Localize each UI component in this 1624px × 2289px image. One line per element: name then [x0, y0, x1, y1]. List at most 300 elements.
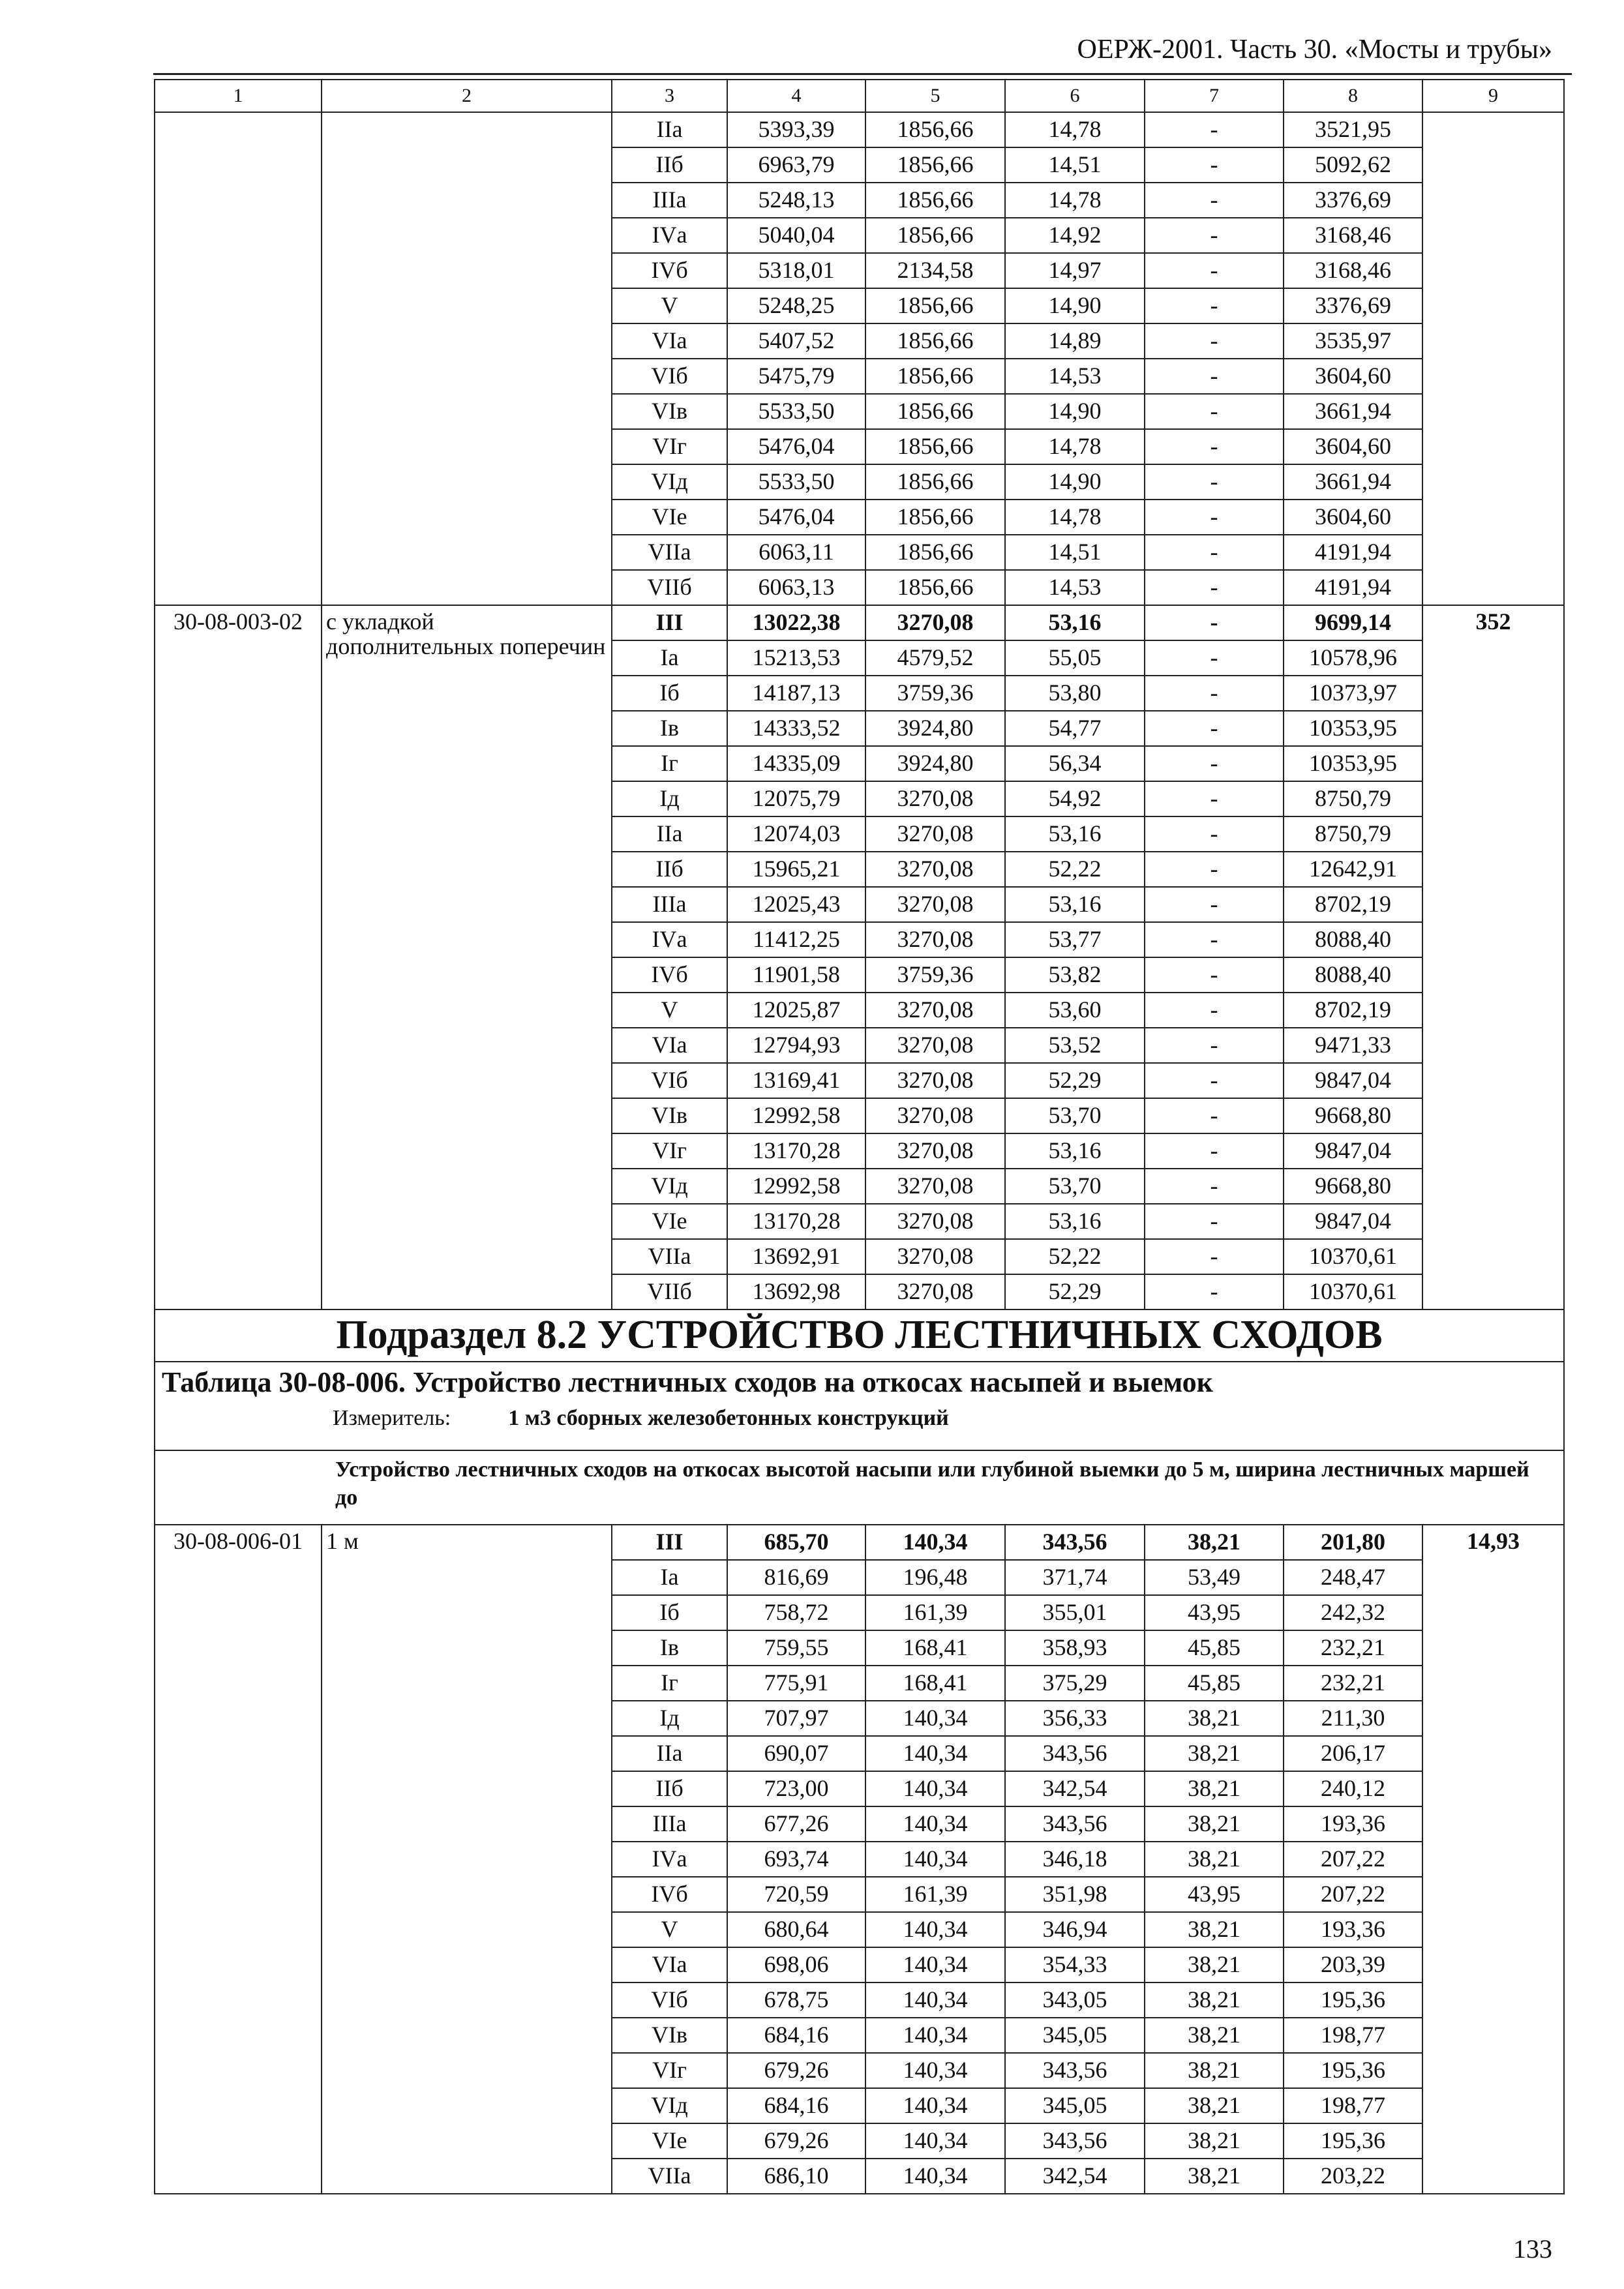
- value-cell: 240,12: [1284, 1771, 1422, 1806]
- value-cell: 38,21: [1145, 2123, 1284, 2159]
- value-cell: 207,22: [1284, 1842, 1422, 1877]
- value-cell: 3270,08: [865, 1169, 1005, 1204]
- value-cell: 13170,28: [727, 1204, 865, 1239]
- value-cell: 53,70: [1005, 1169, 1145, 1204]
- region-zone-cell: Iв: [612, 711, 727, 746]
- value-cell: 5475,79: [727, 359, 865, 394]
- measure-line: [162, 1407, 1557, 1430]
- value-cell: 14,78: [1005, 112, 1145, 147]
- value-cell: -: [1145, 1028, 1284, 1063]
- value-cell: 12025,43: [727, 887, 865, 922]
- value-cell: 5393,39: [727, 112, 865, 147]
- value-cell: 38,21: [1145, 2018, 1284, 2053]
- value-cell: -: [1145, 464, 1284, 500]
- region-zone-cell: VIб: [612, 359, 727, 394]
- table-row: [155, 1525, 1564, 1560]
- value-cell: 140,34: [865, 1912, 1005, 1947]
- region-zone-cell: IIа: [612, 816, 727, 852]
- value-cell: 140,34: [865, 1736, 1005, 1771]
- value-cell: 3270,08: [865, 852, 1005, 887]
- value-cell: 12642,91: [1284, 852, 1422, 887]
- value-cell: 14,51: [1005, 535, 1145, 570]
- value-cell: 12025,87: [727, 993, 865, 1028]
- value-cell: -: [1145, 147, 1284, 183]
- region-zone-cell: IIб: [612, 147, 727, 183]
- value-cell: 38,21: [1145, 2159, 1284, 2194]
- table-title: Таблица 30-08-006. Устройство лестничных сходов на откосах насыпей и выемок: [162, 1366, 1213, 1398]
- region-zone-cell: IVа: [612, 922, 727, 957]
- value-cell: 3604,60: [1284, 500, 1422, 535]
- table-title-row: [155, 1362, 1564, 1450]
- value-cell: -: [1145, 746, 1284, 781]
- value-cell: 9668,80: [1284, 1098, 1422, 1133]
- value-cell: 12794,93: [727, 1028, 865, 1063]
- value-cell: 38,21: [1145, 1912, 1284, 1947]
- value-cell: 4191,94: [1284, 570, 1422, 605]
- value-cell: 53,16: [1005, 1204, 1145, 1239]
- norm-description: с укладкой дополнительных поперечин: [322, 605, 612, 1309]
- region-zone-cell: IVб: [612, 957, 727, 993]
- region-zone-cell: V: [612, 1912, 727, 1947]
- subsection-title: Подраздел 8.2 УСТРОЙСТВО ЛЕСТНИЧНЫХ СХОДОВ: [155, 1309, 1564, 1362]
- value-cell: 53,60: [1005, 993, 1145, 1028]
- region-zone-cell: Iб: [612, 676, 727, 711]
- value-cell: 140,34: [865, 1982, 1005, 2018]
- value-cell: 1856,66: [865, 464, 1005, 500]
- value-cell: 6963,79: [727, 147, 865, 183]
- region-zone-cell: V: [612, 993, 727, 1028]
- value-cell: 195,36: [1284, 2123, 1422, 2159]
- value-cell: 14187,13: [727, 676, 865, 711]
- value-cell: -: [1145, 183, 1284, 218]
- region-zone-cell: III: [612, 1525, 727, 1560]
- value-cell: 677,26: [727, 1806, 865, 1842]
- region-zone-cell: VIе: [612, 2123, 727, 2159]
- value-cell: 690,07: [727, 1736, 865, 1771]
- value-cell: 14333,52: [727, 711, 865, 746]
- column-number: 3: [612, 80, 727, 112]
- value-cell: 679,26: [727, 2053, 865, 2088]
- region-zone-cell: IIIа: [612, 887, 727, 922]
- value-cell: 9668,80: [1284, 1169, 1422, 1204]
- value-cell: 53,49: [1145, 1560, 1284, 1595]
- value-cell: 3521,95: [1284, 112, 1422, 147]
- region-zone-cell: IVб: [612, 253, 727, 288]
- value-cell: 161,39: [865, 1595, 1005, 1630]
- value-cell: 351,98: [1005, 1877, 1145, 1912]
- value-cell: 707,97: [727, 1701, 865, 1736]
- region-zone-cell: VIв: [612, 2018, 727, 2053]
- value-cell: 3270,08: [865, 781, 1005, 816]
- material-quantity-cell: [1422, 112, 1564, 605]
- norm-code: [155, 112, 322, 605]
- region-zone-cell: VIа: [612, 1947, 727, 1982]
- value-cell: 3270,08: [865, 1204, 1005, 1239]
- value-cell: 38,21: [1145, 1701, 1284, 1736]
- region-zone-cell: VIа: [612, 323, 727, 359]
- value-cell: 1856,66: [865, 500, 1005, 535]
- value-cell: 358,93: [1005, 1630, 1145, 1666]
- value-cell: 38,21: [1145, 1525, 1284, 1560]
- value-cell: -: [1145, 993, 1284, 1028]
- value-cell: 8702,19: [1284, 887, 1422, 922]
- value-cell: 45,85: [1145, 1666, 1284, 1701]
- value-cell: 343,56: [1005, 1806, 1145, 1842]
- value-cell: 38,21: [1145, 1806, 1284, 1842]
- value-cell: 45,85: [1145, 1630, 1284, 1666]
- value-cell: 5040,04: [727, 218, 865, 253]
- value-cell: 355,01: [1005, 1595, 1145, 1630]
- value-cell: 13692,98: [727, 1274, 865, 1309]
- value-cell: 14,53: [1005, 359, 1145, 394]
- value-cell: 52,22: [1005, 1239, 1145, 1274]
- value-cell: 5318,01: [727, 253, 865, 288]
- value-cell: -: [1145, 1098, 1284, 1133]
- value-cell: 15213,53: [727, 640, 865, 676]
- work-title-row: [155, 1450, 1564, 1525]
- value-cell: 14335,09: [727, 746, 865, 781]
- value-cell: 52,22: [1005, 852, 1145, 887]
- value-cell: 678,75: [727, 1982, 865, 2018]
- subsection-row: [155, 1309, 1564, 1362]
- value-cell: 53,16: [1005, 605, 1145, 640]
- table-title-cell: [155, 1362, 1564, 1450]
- value-cell: 13170,28: [727, 1133, 865, 1169]
- value-cell: -: [1145, 394, 1284, 429]
- value-cell: 9847,04: [1284, 1133, 1422, 1169]
- value-cell: 1856,66: [865, 394, 1005, 429]
- value-cell: 4579,52: [865, 640, 1005, 676]
- value-cell: 3661,94: [1284, 464, 1422, 500]
- value-cell: 3535,97: [1284, 323, 1422, 359]
- value-cell: 53,52: [1005, 1028, 1145, 1063]
- value-cell: 203,22: [1284, 2159, 1422, 2194]
- region-zone-cell: IIIа: [612, 183, 727, 218]
- value-cell: 10370,61: [1284, 1239, 1422, 1274]
- value-cell: 3376,69: [1284, 288, 1422, 323]
- value-cell: 8702,19: [1284, 993, 1422, 1028]
- value-cell: 38,21: [1145, 1982, 1284, 2018]
- value-cell: -: [1145, 1133, 1284, 1169]
- value-cell: 342,54: [1005, 2159, 1145, 2194]
- value-cell: -: [1145, 605, 1284, 640]
- region-zone-cell: VIв: [612, 394, 727, 429]
- value-cell: 53,16: [1005, 816, 1145, 852]
- value-cell: -: [1145, 1274, 1284, 1309]
- value-cell: 10370,61: [1284, 1274, 1422, 1309]
- region-zone-cell: IIIа: [612, 1806, 727, 1842]
- value-cell: 2134,58: [865, 253, 1005, 288]
- column-number: 9: [1422, 80, 1564, 112]
- value-cell: 140,34: [865, 2088, 1005, 2123]
- value-cell: 232,21: [1284, 1666, 1422, 1701]
- value-cell: 3376,69: [1284, 183, 1422, 218]
- value-cell: 232,21: [1284, 1630, 1422, 1666]
- region-zone-cell: Iа: [612, 640, 727, 676]
- region-zone-cell: VIIб: [612, 570, 727, 605]
- value-cell: -: [1145, 887, 1284, 922]
- value-cell: 5092,62: [1284, 147, 1422, 183]
- value-cell: 679,26: [727, 2123, 865, 2159]
- value-cell: 5533,50: [727, 464, 865, 500]
- value-cell: 14,51: [1005, 147, 1145, 183]
- value-cell: 342,54: [1005, 1771, 1145, 1806]
- value-cell: 198,77: [1284, 2018, 1422, 2053]
- value-cell: 12992,58: [727, 1169, 865, 1204]
- value-cell: 207,22: [1284, 1877, 1422, 1912]
- value-cell: 1856,66: [865, 570, 1005, 605]
- value-cell: -: [1145, 640, 1284, 676]
- value-cell: 55,05: [1005, 640, 1145, 676]
- region-zone-cell: VIб: [612, 1982, 727, 2018]
- value-cell: 10353,95: [1284, 711, 1422, 746]
- region-zone-cell: Iд: [612, 1701, 727, 1736]
- value-cell: 5533,50: [727, 394, 865, 429]
- value-cell: 53,77: [1005, 922, 1145, 957]
- norms-table-body: [155, 80, 1564, 2194]
- value-cell: -: [1145, 1239, 1284, 1274]
- value-cell: 52,29: [1005, 1063, 1145, 1098]
- value-cell: 13692,91: [727, 1239, 865, 1274]
- value-cell: 161,39: [865, 1877, 1005, 1912]
- value-cell: -: [1145, 218, 1284, 253]
- material-quantity-cell: 352: [1422, 605, 1564, 1309]
- region-zone-cell: VIд: [612, 464, 727, 500]
- value-cell: 13022,38: [727, 605, 865, 640]
- value-cell: -: [1145, 1204, 1284, 1239]
- value-cell: 1856,66: [865, 323, 1005, 359]
- column-number: 6: [1005, 80, 1145, 112]
- region-zone-cell: VIIа: [612, 2159, 727, 2194]
- region-zone-cell: IIб: [612, 852, 727, 887]
- value-cell: 54,77: [1005, 711, 1145, 746]
- value-cell: 371,74: [1005, 1560, 1145, 1595]
- value-cell: 14,53: [1005, 570, 1145, 605]
- value-cell: 5248,25: [727, 288, 865, 323]
- value-cell: 211,30: [1284, 1701, 1422, 1736]
- value-cell: 140,34: [865, 1525, 1005, 1560]
- value-cell: 140,34: [865, 2123, 1005, 2159]
- value-cell: 168,41: [865, 1630, 1005, 1666]
- work-title: Устройство лестничных сходов на откосах высотой насыпи или глубиной выемки до 5 м, ширина лестничных маршей до: [155, 1450, 1564, 1525]
- value-cell: 196,48: [865, 1560, 1005, 1595]
- value-cell: 14,92: [1005, 218, 1145, 253]
- region-zone-cell: VIг: [612, 1133, 727, 1169]
- value-cell: 168,41: [865, 1666, 1005, 1701]
- norm-description: 1 м: [322, 1525, 612, 2194]
- value-cell: -: [1145, 922, 1284, 957]
- value-cell: 3270,08: [865, 1274, 1005, 1309]
- value-cell: 38,21: [1145, 1947, 1284, 1982]
- column-number: 4: [727, 80, 865, 112]
- region-zone-cell: VIIа: [612, 1239, 727, 1274]
- value-cell: 3270,08: [865, 993, 1005, 1028]
- value-cell: 38,21: [1145, 1736, 1284, 1771]
- region-zone-cell: Iб: [612, 1595, 727, 1630]
- value-cell: 14,78: [1005, 500, 1145, 535]
- value-cell: 201,80: [1284, 1525, 1422, 1560]
- value-cell: 3924,80: [865, 746, 1005, 781]
- value-cell: 198,77: [1284, 2088, 1422, 2123]
- norm-code: 30-08-003-02: [155, 605, 322, 1309]
- value-cell: 775,91: [727, 1666, 865, 1701]
- region-zone-cell: IVа: [612, 1842, 727, 1877]
- value-cell: 345,05: [1005, 2018, 1145, 2053]
- value-cell: 140,34: [865, 2053, 1005, 2088]
- column-number: 8: [1284, 80, 1422, 112]
- value-cell: 140,34: [865, 2018, 1005, 2053]
- value-cell: 1856,66: [865, 183, 1005, 218]
- value-cell: 38,21: [1145, 2088, 1284, 2123]
- value-cell: 356,33: [1005, 1701, 1145, 1736]
- value-cell: 14,90: [1005, 288, 1145, 323]
- value-cell: 1856,66: [865, 429, 1005, 464]
- measure-value: 1 м3 сборных железобетонных конструкций: [508, 1406, 949, 1431]
- value-cell: -: [1145, 323, 1284, 359]
- material-quantity-cell: 14,93: [1422, 1525, 1564, 2194]
- value-cell: 14,90: [1005, 464, 1145, 500]
- value-cell: -: [1145, 112, 1284, 147]
- header-rule: [153, 73, 1572, 75]
- value-cell: 684,16: [727, 2018, 865, 2053]
- value-cell: 3270,08: [865, 605, 1005, 640]
- value-cell: 3270,08: [865, 1239, 1005, 1274]
- value-cell: 53,70: [1005, 1098, 1145, 1133]
- norm-description: [322, 112, 612, 605]
- value-cell: -: [1145, 1169, 1284, 1204]
- value-cell: 354,33: [1005, 1947, 1145, 1982]
- value-cell: 53,82: [1005, 957, 1145, 993]
- value-cell: 52,29: [1005, 1274, 1145, 1309]
- value-cell: 14,78: [1005, 429, 1145, 464]
- value-cell: 816,69: [727, 1560, 865, 1595]
- value-cell: 3270,08: [865, 1028, 1005, 1063]
- value-cell: 5476,04: [727, 429, 865, 464]
- value-cell: 759,55: [727, 1630, 865, 1666]
- value-cell: 10578,96: [1284, 640, 1422, 676]
- value-cell: 686,10: [727, 2159, 865, 2194]
- column-number: 1: [155, 80, 322, 112]
- value-cell: 195,36: [1284, 1982, 1422, 2018]
- region-zone-cell: VIг: [612, 2053, 727, 2088]
- value-cell: 3604,60: [1284, 359, 1422, 394]
- value-cell: 54,92: [1005, 781, 1145, 816]
- region-zone-cell: VIе: [612, 500, 727, 535]
- value-cell: 206,17: [1284, 1736, 1422, 1771]
- value-cell: 12992,58: [727, 1098, 865, 1133]
- value-cell: 346,18: [1005, 1842, 1145, 1877]
- value-cell: 140,34: [865, 2159, 1005, 2194]
- value-cell: 5407,52: [727, 323, 865, 359]
- value-cell: 38,21: [1145, 2053, 1284, 2088]
- region-zone-cell: VIд: [612, 1169, 727, 1204]
- value-cell: -: [1145, 676, 1284, 711]
- value-cell: 3270,08: [865, 887, 1005, 922]
- value-cell: 3924,80: [865, 711, 1005, 746]
- value-cell: 140,34: [865, 1771, 1005, 1806]
- value-cell: 6063,11: [727, 535, 865, 570]
- region-zone-cell: Iд: [612, 781, 727, 816]
- value-cell: 698,06: [727, 1947, 865, 1982]
- value-cell: 9847,04: [1284, 1204, 1422, 1239]
- value-cell: 346,94: [1005, 1912, 1145, 1947]
- region-zone-cell: Iа: [612, 1560, 727, 1595]
- region-zone-cell: VIг: [612, 429, 727, 464]
- value-cell: 3270,08: [865, 1063, 1005, 1098]
- value-cell: 248,47: [1284, 1560, 1422, 1595]
- value-cell: 343,56: [1005, 2123, 1145, 2159]
- value-cell: 193,36: [1284, 1912, 1422, 1947]
- value-cell: -: [1145, 535, 1284, 570]
- region-zone-cell: VIе: [612, 1204, 727, 1239]
- value-cell: 6063,13: [727, 570, 865, 605]
- value-cell: 14,89: [1005, 323, 1145, 359]
- region-zone-cell: VIв: [612, 1098, 727, 1133]
- value-cell: 723,00: [727, 1771, 865, 1806]
- page-number: 133: [1513, 2234, 1552, 2264]
- value-cell: 1856,66: [865, 112, 1005, 147]
- value-cell: -: [1145, 500, 1284, 535]
- value-cell: -: [1145, 957, 1284, 993]
- column-number: 7: [1145, 80, 1284, 112]
- value-cell: 53,16: [1005, 1133, 1145, 1169]
- value-cell: 14,97: [1005, 253, 1145, 288]
- value-cell: 15965,21: [727, 852, 865, 887]
- value-cell: -: [1145, 711, 1284, 746]
- value-cell: -: [1145, 816, 1284, 852]
- value-cell: 11412,25: [727, 922, 865, 957]
- value-cell: 375,29: [1005, 1666, 1145, 1701]
- region-zone-cell: VIд: [612, 2088, 727, 2123]
- value-cell: 758,72: [727, 1595, 865, 1630]
- value-cell: 38,21: [1145, 1771, 1284, 1806]
- running-header-title: ОЕРЖ-2001. Часть 30. «Мосты и трубы»: [1077, 35, 1552, 65]
- measure-label: Измеритель:: [333, 1406, 451, 1431]
- value-cell: 3270,08: [865, 816, 1005, 852]
- column-number: 5: [865, 80, 1005, 112]
- value-cell: -: [1145, 570, 1284, 605]
- region-zone-cell: VIб: [612, 1063, 727, 1098]
- value-cell: -: [1145, 359, 1284, 394]
- value-cell: 684,16: [727, 2088, 865, 2123]
- column-number-row: [155, 80, 1564, 112]
- value-cell: 1856,66: [865, 288, 1005, 323]
- value-cell: 13169,41: [727, 1063, 865, 1098]
- value-cell: 8750,79: [1284, 816, 1422, 852]
- value-cell: 693,74: [727, 1842, 865, 1877]
- value-cell: 8750,79: [1284, 781, 1422, 816]
- value-cell: 9699,14: [1284, 605, 1422, 640]
- column-number: 2: [322, 80, 612, 112]
- value-cell: 140,34: [865, 1701, 1005, 1736]
- value-cell: -: [1145, 288, 1284, 323]
- value-cell: 12074,03: [727, 816, 865, 852]
- value-cell: 5248,13: [727, 183, 865, 218]
- value-cell: 343,05: [1005, 1982, 1145, 2018]
- value-cell: 9471,33: [1284, 1028, 1422, 1063]
- value-cell: 720,59: [727, 1877, 865, 1912]
- value-cell: 343,56: [1005, 2053, 1145, 2088]
- value-cell: 12075,79: [727, 781, 865, 816]
- norms-table: [154, 79, 1565, 2194]
- value-cell: 242,32: [1284, 1595, 1422, 1630]
- region-zone-cell: VIа: [612, 1028, 727, 1063]
- value-cell: 43,95: [1145, 1595, 1284, 1630]
- value-cell: 53,80: [1005, 676, 1145, 711]
- value-cell: -: [1145, 781, 1284, 816]
- value-cell: 140,34: [865, 1806, 1005, 1842]
- region-zone-cell: VIIа: [612, 535, 727, 570]
